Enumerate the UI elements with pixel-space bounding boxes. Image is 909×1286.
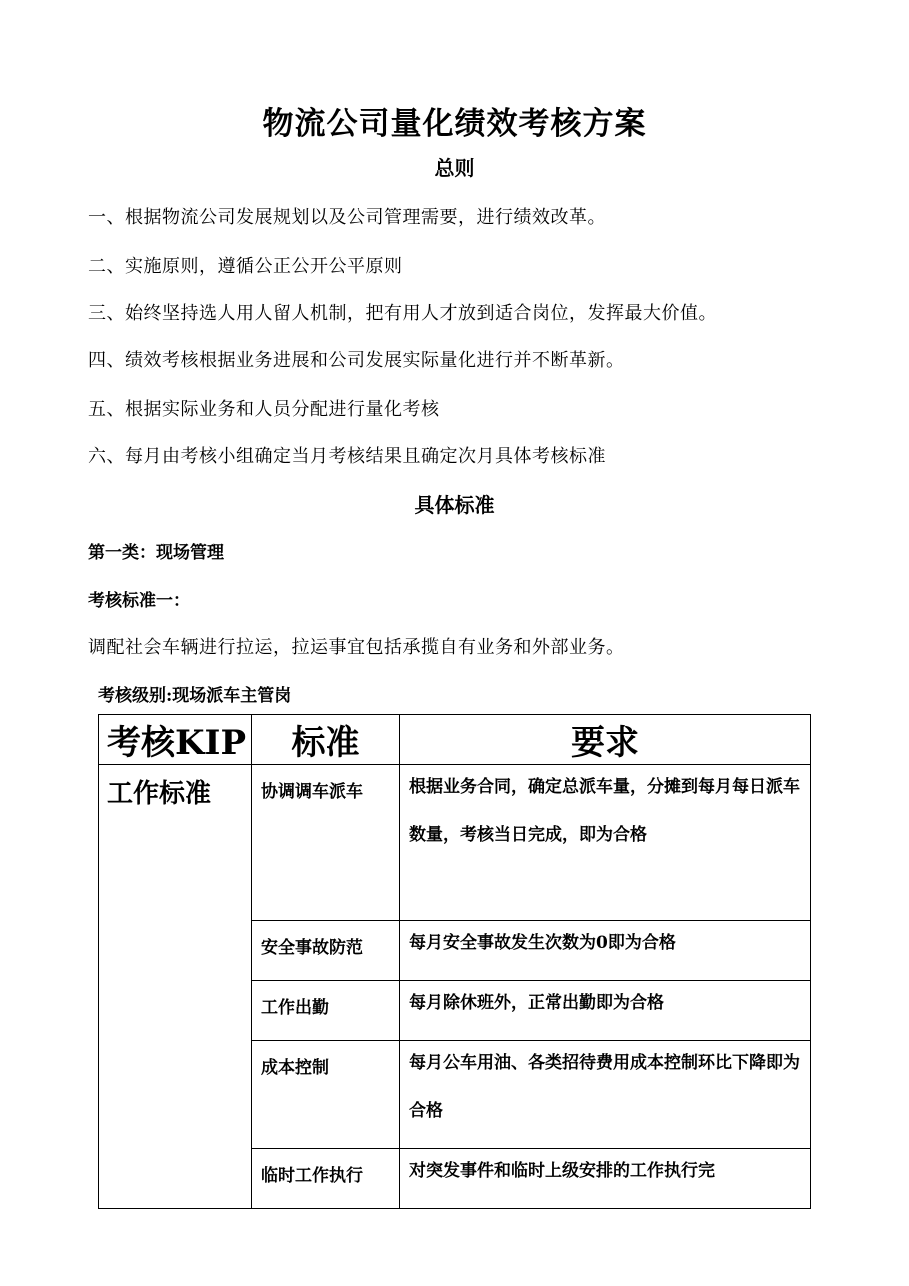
general-item-2: 二、实施原则，遵循公正公开公平原则 (88, 256, 403, 277)
standard-cell: 安全事故防范 (252, 921, 400, 981)
requirement-cell: 每月公车用油、各类招待费用成本控制环比下降即为合格 (400, 1041, 811, 1149)
header-standard: 标准 (252, 715, 400, 765)
standard-cell: 临时工作执行 (252, 1149, 400, 1209)
document-title: 物流公司量化绩效考核方案 (262, 106, 647, 142)
table-row (99, 765, 811, 921)
requirement-cell: 对突发事件和临时上级安排的工作执行完 (400, 1149, 811, 1209)
category-label: 第一类：现场管理 (88, 543, 224, 563)
general-item-5: 五、根据实际业务和人员分配进行量化考核 (88, 399, 440, 420)
standard-label: 考核标准一： (88, 591, 190, 611)
general-item-4: 四、绩效考核根据业务进展和公司发展实际量化进行并不断革新。 (88, 350, 625, 371)
header-requirement: 要求 (400, 715, 811, 765)
assessment-level: 考核级别:现场派车主管岗 (98, 686, 292, 706)
standard-cell: 成本控制 (252, 1041, 400, 1149)
kpi-table (98, 714, 811, 1209)
standard-cell: 协调调车派车 (252, 765, 400, 921)
specific-heading: 具体标准 (414, 493, 495, 517)
requirement-cell: 根据业务合同，确定总派车量，分摊到每月每日派车数量，考核当日完成，即为合格 (400, 765, 811, 921)
standard-description: 调配社会车辆进行拉运，拉运事宜包括承揽自有业务和外部业务。 (88, 637, 625, 658)
general-item-1: 一、根据物流公司发展规划以及公司管理需要，进行绩效改革。 (88, 207, 606, 228)
general-item-6: 六、每月由考核小组确定当月考核结果且确定次月具体考核标准 (88, 446, 606, 467)
requirement-cell: 每月安全事故发生次数为0即为合格 (400, 921, 811, 981)
header-kip: 考核KIP (99, 715, 252, 765)
requirement-cell: 每月除休班外，正常出勤即为合格 (400, 981, 811, 1041)
category-cell: 工作标准 (99, 765, 252, 1209)
table-header-row (99, 715, 811, 765)
standard-cell: 工作出勤 (252, 981, 400, 1041)
general-heading: 总则 (434, 156, 475, 180)
general-item-3: 三、始终坚持选人用人留人机制，把有用人才放到适合岗位，发挥最大价值。 (88, 303, 717, 324)
